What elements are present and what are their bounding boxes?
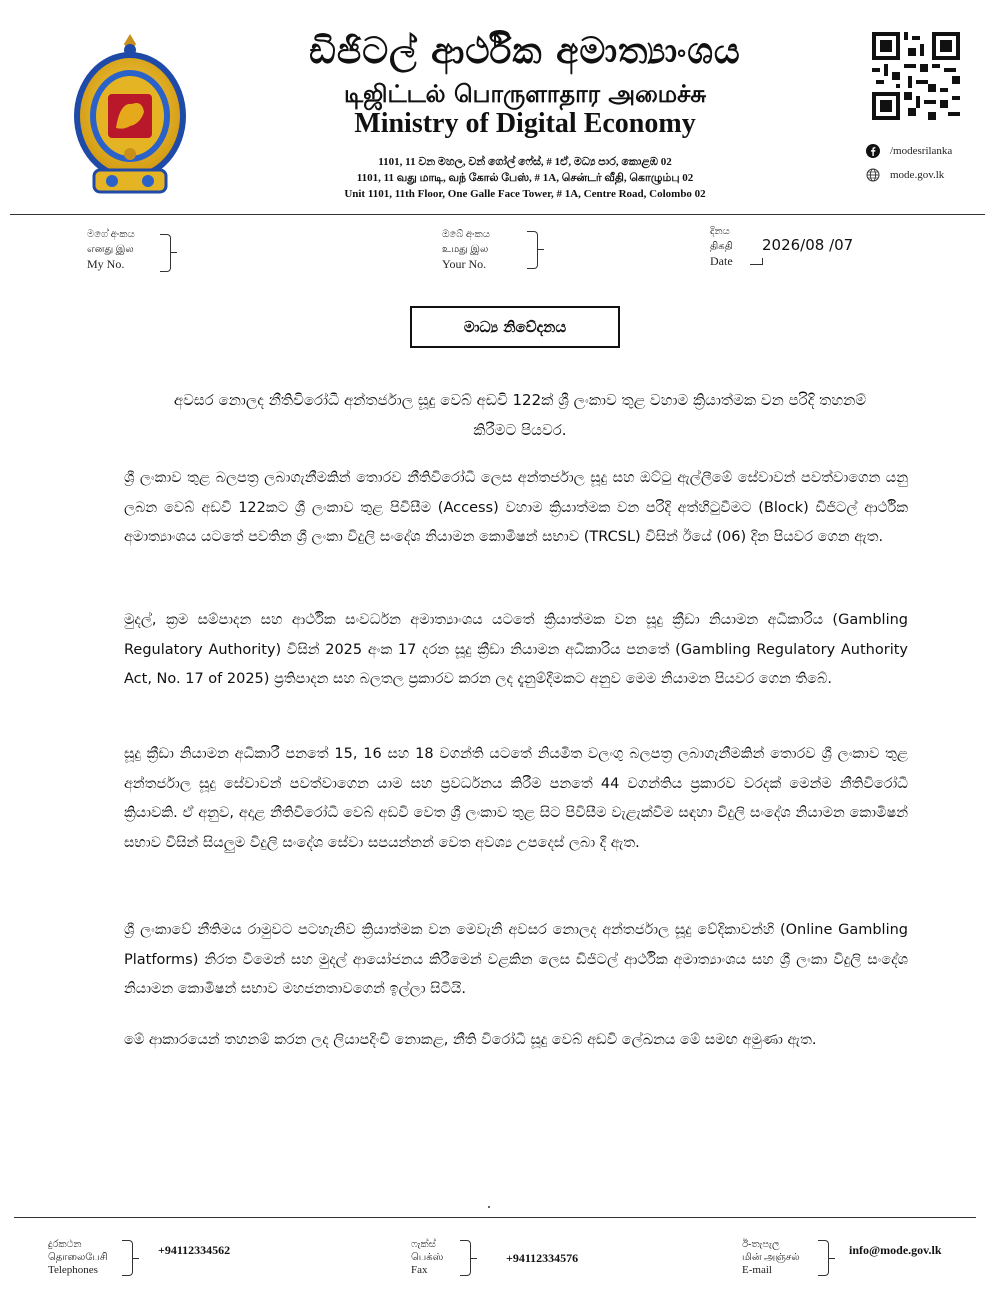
paragraph-2: මුදල්, ක්‍රම සම්පාදන සහ ආර්ථික සංවර්ධන අමාත්‍යාංශය යටතේ ක්‍රියාත්මක වන සූදු ක්‍රීඩා නියාමන අධිකාරිය (Gambling Regulatory Authority) විසින් 2025 අංක 17 දරන සූදු ක්‍රීඩා නියාමන අධිකාරිය පනතේ (Gambling Regulatory Authority Act, No. 17 of 2025) ප්‍රතිපාදන සහ බලතල ප්‍රකාරව කරන ලද දැනුම්දීමකට අනුව මෙම නියාමන පියවර ගෙන තිබේ. <box>124 612 908 687</box>
facebook-icon <box>866 144 880 158</box>
address-tamil: 1101, 11 வது மாடி, வந் கோல் பேஸ், # 1A, சென்டர் வீதி, கொழும்பு 02 <box>356 172 694 184</box>
my-no-label-ta: எனது இல <box>87 244 134 255</box>
paragraph-1: ශ්‍රී ලංකාව තුළ බලපත්‍ර ලබාගැනීමකින් තොරව නීතිවිරෝධී ලෙස අන්තර්ජාල සූදු සහ ඔට්ටු ඇල්ලීමේ සේවාවන් පවත්වාගෙන යනු ලබන වෙබ් අඩවි 122කට ශ්‍රී ලංකාව තුළ පිවිසීම (Access) වහාම ක්‍රියාත්මක වන පරිදි අත්හිටුවීමට (Block) ඩිජිටල් ආර්ථික අමාත්‍යාංශය යටතේ පවතින ශ්‍රී ලංකා විදුලි සංදේශ නියාමන කොමිෂන් සභාව (TRCSL) විසින් ඊයේ (06) දින පියවර ගෙන ඇත. <box>124 470 908 545</box>
telephone-label-ta: தொலைபேசி <box>48 1252 108 1263</box>
email-label <box>742 1238 800 1277</box>
footer-dot <box>488 1206 490 1208</box>
date-label-ta: திகதி <box>710 241 733 252</box>
your-no-label-si: ඔබේ අංකය <box>442 229 490 240</box>
address-english: Unit 1101, 11th Floor, One Galle Face Tower, # 1A, Centre Road, Colombo 02 <box>344 188 706 200</box>
my-no-label-en: My No. <box>87 257 125 271</box>
your-no-brace <box>527 231 538 269</box>
my-no-label-si: මගේ අංකය <box>87 229 135 240</box>
press-release-box <box>410 306 620 348</box>
fax-label <box>411 1238 443 1277</box>
email-brace <box>818 1240 829 1276</box>
emblem-icon <box>70 30 190 198</box>
your-no-label-en: Your No. <box>442 257 487 271</box>
fax-label-ta: பெக்ஸ் <box>411 1252 444 1263</box>
ministry-title-english: Ministry of Digital Economy <box>354 108 696 139</box>
telephone-label <box>48 1238 108 1277</box>
paragraph-3: සූදු ක්‍රීඩා නියාමන අධිකාරී පනතේ 15, 16 සහ 18 වගන්ති යටතේ නියමිත වලංගු බලපත්‍ර ලබාගැනීමකින් තොරව ශ්‍රී ලංකාව තුළ අන්තර්ජාල සූදු සේවාවන් පවත්වාගෙන යාම සහ ප්‍රවර්ධනය කිරීම පනතේ 44 වගන්තිය ප්‍රකාරව වරදක් මෙන්ම නීතිවිරෝධී ක්‍රියාවකි. ඒ අනුව, අදාළ නීතිවිරෝධී වෙබ් අඩවි වෙත ශ්‍රී ලංකාව තුළ සිට පිවිසීම වැළැක්වීම සඳහා විදුලි සංදේශ නියාමන කොමිෂන් සභාව විසින් සියලුම විදුලි සංදේශ සේවා සපයන්නන් වෙත අවශ්‍ය උපදෙස් ලබා දී ඇත. <box>124 746 908 851</box>
website-link[interactable] <box>866 168 944 182</box>
paragraph-5: මේ ආකාරයෙන් තහනම් කරන ලද ලියාපදිංචි නොකළ, නීති විරෝධී සූදු වෙබ් අඩවි ලේඛනය මේ සමඟ අමුණා ඇත. <box>124 1032 817 1048</box>
paragraph-4: ශ්‍රී ලංකාවේ නීතිමය රාමුවට පටහැනිව ක්‍රියාත්මක වන මෙවැනි අවසර නොලද අන්තර්ජාල සූදු වේදිකාවන්හි (Online Gambling Platforms) නිරත වීමෙන් සහ මුදල් ආයෝජනය කිරීමෙන් වළකින ලෙස ඩිජිටල් ආර්ථික අමාත්‍යාංශය සහ ශ්‍රී ලංකා විදුලි සංදේශ නියාමන කොමිෂන් සභාව මහජනතාවගෙන් ඉල්ලා සිටියි. <box>124 922 908 997</box>
date-label-en: Date <box>710 254 733 268</box>
headline: අවසර නොලද නීතිවිරෝධී අන්තර්ජාල සූදු වෙබ් අඩවි 122ක් ශ්‍රී ලංකාව තුළ වහාම ක්‍රියාත්මක වන පරිදි තහනම් කිරීමට පියවර. <box>173 391 867 439</box>
fax-label-en: Fax <box>411 1264 428 1276</box>
my-no-brace <box>160 234 171 272</box>
ministry-title-sinhala: ඩිජිටල් ආර්ථික අමාත්‍යාංශය <box>309 30 741 72</box>
globe-icon <box>866 168 880 182</box>
header-divider <box>10 214 985 215</box>
footer-divider <box>14 1217 976 1218</box>
your-no-label <box>442 227 490 272</box>
fax-brace <box>460 1240 471 1276</box>
qr-code-icon[interactable] <box>872 32 960 120</box>
email-label-ta: மின் அஞ்சல் <box>742 1252 800 1263</box>
telephone-label-en: Telephones <box>48 1264 98 1276</box>
fax-value[interactable]: +94112334576 <box>506 1251 579 1265</box>
telephone-value[interactable]: +94112334562 <box>158 1243 231 1257</box>
date-bracket <box>750 258 763 265</box>
date-label-si: දිනය <box>710 226 730 237</box>
email-value[interactable]: info@mode.gov.lk <box>849 1243 942 1257</box>
my-no-label <box>87 227 135 272</box>
facebook-link[interactable] <box>866 144 952 158</box>
website-url[interactable]: mode.gov.lk <box>890 169 945 181</box>
press-release-label: මාධ්‍ය නිවේදනය <box>463 318 567 336</box>
email-label-en: E-mail <box>742 1264 772 1276</box>
facebook-handle[interactable]: /modesrilanka <box>890 145 953 157</box>
ministry-title-tamil: டிஜிட்டல் பொருளாதார அமைச்சு <box>343 80 707 108</box>
telephone-label-si: දුරකථන <box>48 1239 82 1250</box>
fax-label-si: ෆැක්ස් <box>411 1239 436 1250</box>
email-label-si: ඊ-තැපැල <box>742 1239 780 1250</box>
date-value: 2026/08 /07 <box>762 236 854 254</box>
your-no-label-ta: உமது இல <box>442 244 489 255</box>
address-sinhala: 1101, 11 වන මහල, වන් ගෝල් ෆේස්, # 1ඒ, මධ්‍ය පාර, කොළඹ 02 <box>378 156 672 168</box>
date-label <box>710 224 733 269</box>
telephone-brace <box>122 1240 133 1276</box>
